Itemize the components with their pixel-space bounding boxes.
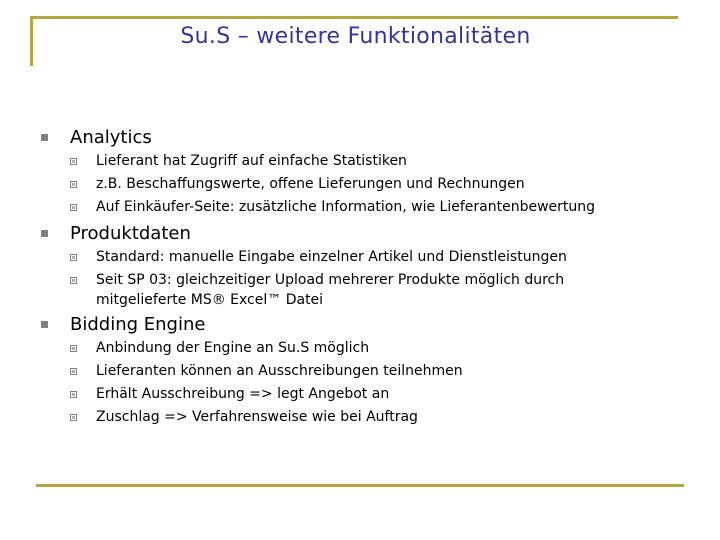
list-item: Lieferant hat Zugriff auf einfache Statistiken bbox=[96, 153, 407, 169]
list-item: Seit SP 03: gleichzeitiger Upload mehrerer Produkte möglich durch mitgelieferte MS® Excel™ Datei bbox=[96, 272, 565, 308]
section-bullet bbox=[41, 230, 48, 237]
list-item: Standard: manuelle Eingabe einzelner Artikel und Dienstleistungen bbox=[96, 249, 567, 265]
footer-rule bbox=[36, 484, 684, 487]
item-bullet bbox=[70, 181, 77, 188]
item-bullet bbox=[70, 158, 77, 165]
title-frame-top-rule bbox=[30, 16, 678, 19]
section-heading-analytics: Analytics bbox=[70, 127, 152, 148]
section-bullet bbox=[41, 134, 48, 141]
list-item: Erhält Ausschreibung => legt Angebot an bbox=[96, 386, 390, 402]
list-item: Anbindung der Engine an Su.S möglich bbox=[96, 340, 370, 356]
section-heading-bidding-engine: Bidding Engine bbox=[70, 314, 206, 335]
item-bullet bbox=[70, 204, 77, 211]
slide-title: Su.S – weitere Funktionalitäten bbox=[180, 24, 531, 49]
item-bullet bbox=[70, 345, 77, 352]
list-item: Lieferanten können an Ausschreibungen teilnehmen bbox=[96, 363, 463, 379]
item-bullet bbox=[70, 277, 77, 284]
list-item: z.B. Beschaffungswerte, offene Lieferungen und Rechnungen bbox=[96, 176, 525, 192]
section-heading-produktdaten: Produktdaten bbox=[70, 223, 191, 244]
item-bullet bbox=[70, 368, 77, 375]
item-bullet bbox=[70, 391, 77, 398]
list-item: Auf Einkäufer-Seite: zusätzliche Information, wie Lieferantenbewertung bbox=[96, 199, 596, 215]
item-bullet bbox=[70, 254, 77, 261]
section-bullet bbox=[41, 321, 48, 328]
item-bullet bbox=[70, 414, 77, 421]
list-item: Zuschlag => Verfahrensweise wie bei Auftrag bbox=[96, 409, 418, 425]
